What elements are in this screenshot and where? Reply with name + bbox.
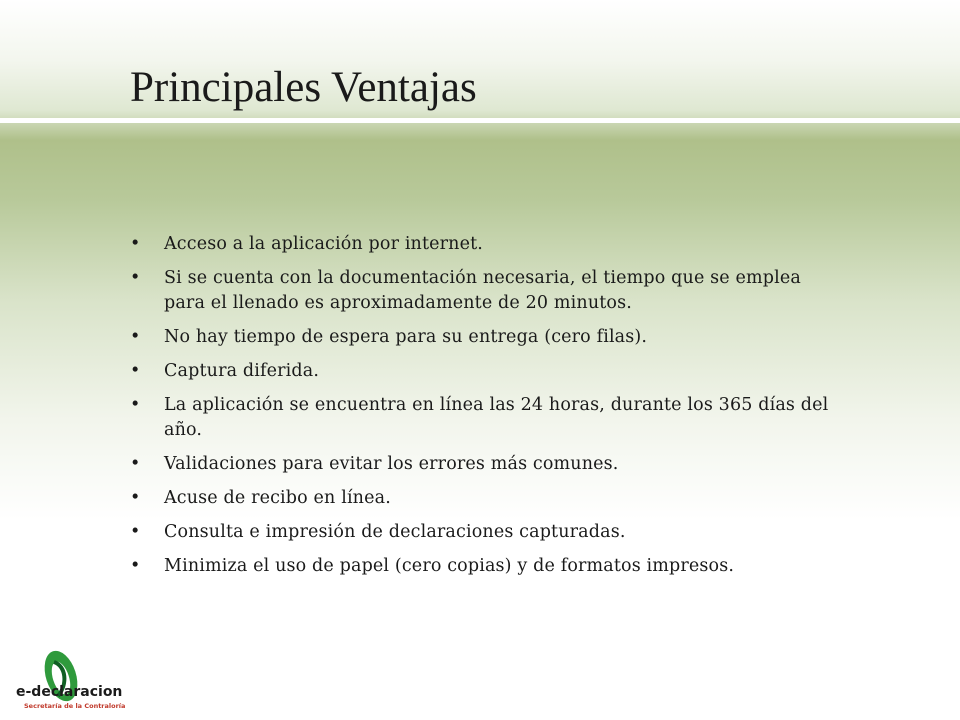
bullet-item xyxy=(130,486,840,511)
bullet-text: Consulta e impresión de declaraciones capturadas. xyxy=(164,522,626,542)
title-divider xyxy=(0,118,960,123)
bullet-text: Acceso a la aplicación por internet. xyxy=(164,234,484,254)
bullet-dot: • xyxy=(130,268,141,288)
bullet-dot: • xyxy=(130,556,141,576)
bullet-item xyxy=(130,325,840,350)
bullet-item xyxy=(130,232,840,257)
e-declaracion-logo xyxy=(14,640,126,716)
bullet-dot: • xyxy=(130,361,141,381)
bullet-item xyxy=(130,359,840,384)
logo-mark-icon xyxy=(14,640,126,716)
bullet-dot: • xyxy=(130,454,141,474)
bullet-text: Si se cuenta con la documentación necesaria, el tiempo que se emplea para el llenado es aproximadamente de 20 minutos. xyxy=(164,268,801,313)
bullet-text: La aplicación se encuentra en línea las 24 horas, durante los 365 días del año. xyxy=(164,395,829,440)
bullet-text: Captura diferida. xyxy=(164,361,320,381)
bullet-text: Acuse de recibo en línea. xyxy=(164,488,391,508)
logo-subtext: Secretaría de la Contraloría xyxy=(24,702,126,710)
slide-title: Principales Ventajas xyxy=(130,64,477,111)
bullet-list xyxy=(130,232,840,588)
bullet-item xyxy=(130,520,840,545)
bullet-item xyxy=(130,266,840,316)
bullet-dot: • xyxy=(130,488,141,508)
bullet-text: Minimiza el uso de papel (cero copias) y de formatos impresos. xyxy=(164,556,735,576)
bullet-item xyxy=(130,452,840,477)
bullet-text: Validaciones para evitar los errores más comunes. xyxy=(164,454,619,474)
bullet-item xyxy=(130,393,840,443)
bullet-dot: • xyxy=(130,395,141,415)
bullet-text: No hay tiempo de espera para su entrega (cero filas). xyxy=(164,327,648,347)
bullet-dot: • xyxy=(130,234,141,254)
logo-wordmark: e-declaracion xyxy=(16,684,123,700)
bullet-dot: • xyxy=(130,327,141,347)
title-band xyxy=(0,0,960,118)
bullet-dot: • xyxy=(130,522,141,542)
bullet-item xyxy=(130,554,840,579)
